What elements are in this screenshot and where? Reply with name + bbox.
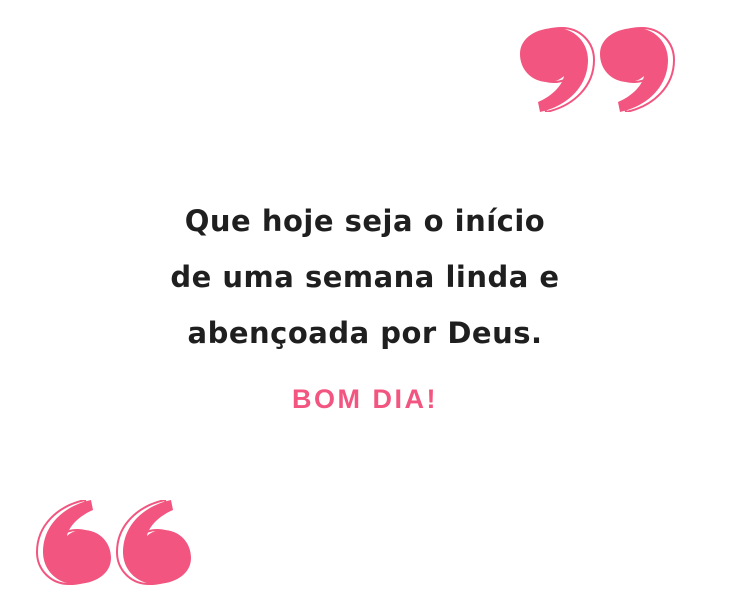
quote-line-1: Que hoje seja o início xyxy=(184,204,546,238)
quote-line-2: de uma semana linda e xyxy=(170,260,560,294)
opening-quote-icon xyxy=(35,500,195,592)
quote-line-3: abençoada por Deus. xyxy=(187,316,543,350)
closing-quote-icon xyxy=(516,20,676,112)
greeting-text: BOM DIA! xyxy=(292,384,438,414)
quote-text xyxy=(0,193,730,361)
